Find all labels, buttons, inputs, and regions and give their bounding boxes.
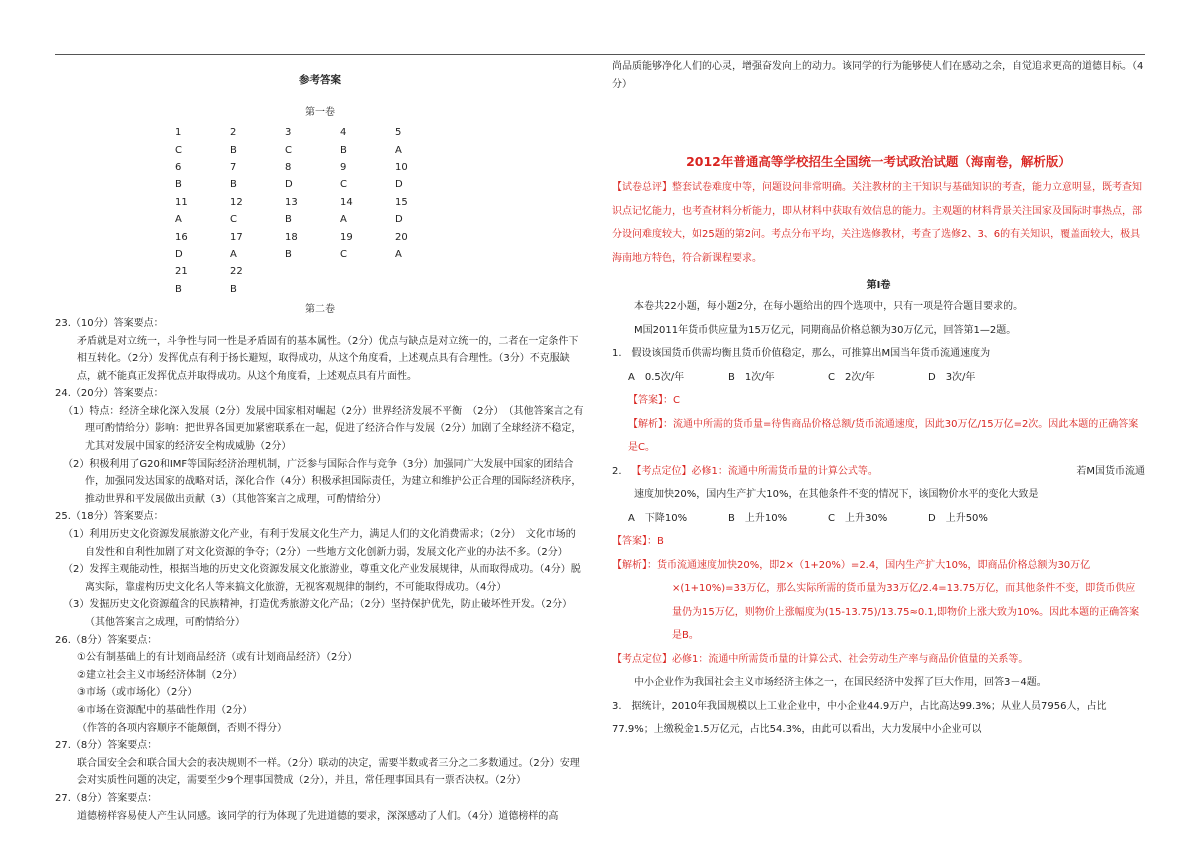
grid-number-row — [175, 263, 450, 280]
grid-cell: A — [340, 214, 347, 226]
section-intro: 本卷共22小题，每小题2分，在每小题给出的四个选项中，只有一项是符合题目要求的。 — [634, 301, 1024, 313]
grid-cell: 4 — [340, 127, 347, 139]
grid-cell: B — [230, 283, 237, 295]
grid-cell: 3 — [285, 127, 292, 139]
question-1-answer: 【答案】：C — [628, 395, 680, 407]
grid-cell: 21 — [175, 266, 188, 278]
grid-cell: B — [175, 179, 182, 191]
question-2-answer: 【答案】：B — [612, 536, 664, 548]
question-1-options — [612, 366, 1145, 390]
material-3-4: 中小企业作为我国社会主义市场经济主体之一，在国民经济中发挥了巨大作用，回答3－4题。 — [634, 677, 1047, 689]
part-one-heading: 第一卷 — [305, 107, 335, 118]
grid-cell: 17 — [230, 231, 243, 243]
q2-option-b: B 上升10% — [728, 512, 788, 524]
question-2-point: 【考点定位】必修1：流通中所需货币量的计算公式、社会劳动生产率与商品价值量的关系等。 — [612, 653, 1029, 665]
q1-option-c: C 2次/年 — [828, 371, 875, 383]
answer-line: （2）积极利用了G20和IMF等国际经济治理机制，广泛参与国际合作与竞争（3分）加强同广大发展中国家的团结合作，加强同发达国家的战略对话，深化合作（4分）积极承担国际责任，为建立和维护公正合理的国际经济秩序，推动世界和平发展做出贡献（3）（其他答案言之成理，可酌情给分） — [63, 458, 582, 505]
answer-line: 26.（8分）答案要点： — [55, 634, 158, 646]
grid-cell: 16 — [175, 231, 188, 243]
grid-cell: 2 — [230, 127, 237, 139]
grid-cell: 14 — [340, 196, 353, 208]
answer-line: ③市场（或市场化）（2分） — [77, 687, 198, 699]
continued-answer: 尚品质能够净化人们的心灵，增强奋发向上的动力。该同学的行为能够使人们在感动之余，自觉追求更高的道德目标。（4分） — [612, 61, 1144, 90]
answer-line: ②建立社会主义市场经济体制（2分） — [77, 669, 243, 681]
grid-cell: 8 — [285, 161, 292, 173]
answer-grid — [175, 124, 450, 298]
grid-cell: 11 — [175, 196, 188, 208]
answer-line: 矛盾就是对立统一，斗争性与同一性是矛盾固有的基本属性。（2分）优点与缺点是对立统一的，二者在一定条件下相互转化。（2分）发挥优点有利于扬长避短，取得成功，从这个角度看，上述观点具有合理性。（3分）不克服缺点，就不能真正发挥优点并取得成功。从这个角度看，上述观点具有片面性。 — [77, 335, 579, 382]
grid-number-row — [175, 124, 450, 141]
grid-cell: D — [175, 248, 183, 260]
header-rule — [55, 54, 1145, 55]
grid-cell: B — [175, 283, 182, 295]
grid-cell: C — [285, 144, 292, 156]
question-2-start: 若M国货币流通 — [1076, 465, 1145, 477]
grid-number-row — [175, 159, 450, 176]
question-1-analysis: 【解析】：流通中所需的货币量=待售商品价格总额/货币流通速度，因此30万亿/15万亿=2次。因此本题的正确答案是C。 — [628, 418, 1139, 454]
grid-cell — [340, 281, 395, 298]
q1-option-b: B 1次/年 — [728, 371, 775, 383]
grid-cell: 5 — [395, 127, 402, 139]
grid-answer-row — [175, 141, 450, 158]
grid-cell — [285, 281, 340, 298]
grid-cell: 9 — [340, 161, 347, 173]
grid-cell: 7 — [230, 161, 237, 173]
question-1: 1. 假设该国货币供需均衡且货币价值稳定，那么，可推算出M国当年货币流通速度为 — [612, 348, 991, 360]
question-3: 3. 据统计，2010年我国规模以上工业企业中，中小企业44.9万户，占比高达99.3%；从业人员7956人，占比77.9%；上缴税金1.5万亿元，占比54.3%，由此可以看出，大力发展中小企业可以 — [612, 700, 1107, 736]
answer-line: （1）特点：经济全球化深入发展（2分）发展中国家相对崛起（2分）世界经济发展不平衡 （2分） （其他答案言之有理可酌情给分）影响：把世界各国更加紧密联系在一起，促进了经济合作与发展（2分）加剧了全球经济不稳定，尤其对发展中国家的经济安全构成威胁（2分） — [63, 405, 584, 453]
grid-cell: 19 — [340, 231, 353, 243]
question-1-point: 【考点定位】必修1：流通中所需货币量的计算公式等。 — [631, 465, 878, 477]
answer-line: 23.（10分）答案要点： — [55, 317, 164, 329]
grid-cell: B — [230, 144, 237, 156]
q2-option-d: D 上升50% — [928, 512, 988, 524]
grid-cell: A — [395, 144, 402, 156]
q2-option-a: A 下降10% — [628, 512, 688, 524]
answer-line: 27.（8分）答案要点： — [55, 792, 158, 804]
answer-line: 27.（8分）答案要点： — [55, 740, 158, 752]
grid-cell: 15 — [395, 196, 408, 208]
grid-cell: A — [175, 214, 182, 226]
grid-cell: A — [230, 248, 237, 260]
part-two-heading: 第二卷 — [305, 303, 335, 315]
question-2-number: 2. — [612, 465, 622, 477]
grid-cell: 13 — [285, 196, 298, 208]
grid-cell: A — [395, 248, 402, 260]
grid-cell: B — [285, 214, 292, 226]
answer-line: 联合国安全会和联合国大会的表决规则不一样。（2分）联动的决定，需要半数或者三分之二多数通过。（2分）安理会对实质性问题的决定，需要至少9个理事国赞成（2分），并且，常任理事国具有一票否决权。（2分） — [77, 757, 580, 787]
answer-line: （3）发掘历史文化资源蕴含的民族精神，打造优秀旅游文化产品；（2分）坚持保护优先，防止破坏性开发。（2分）（其他答案言之成理，可酌情给分） — [63, 599, 573, 628]
grid-cell — [285, 263, 340, 280]
grid-answer-row — [175, 281, 450, 298]
exam-summary: 【试卷总评】整套试卷难度中等，问题设问非常明确。关注教材的主干知识与基础知识的考查，能力立意明显，既考查知识点记忆能力，也考查材料分析能力，即从材料中获取有效信息的能力。主观题的材料背景关注国家及国际时事热点，部分设问难度较大，如25题的第2问。考点分布平均，关注选修教材，考查了选修2、3、6的有关知识，覆盖面较大，极具海南地方特色，符合新课程要求。 — [612, 182, 1142, 264]
grid-cell: C — [175, 144, 182, 156]
q1-option-a: A 0.5次/年 — [628, 371, 685, 383]
question-2-line — [612, 460, 1145, 484]
answer-line: （作答的各项内容顺序不能颠倒，否则不得分） — [77, 722, 287, 734]
grid-cell: B — [230, 179, 237, 191]
answer-line: （2）发挥主观能动性，根据当地的历史文化资源发展文化旅游业，尊重文化产业发展规律，从而取得成功。（4分）脱离实际，靠虚构历史文化名人等来搞文化旅游，无视客观规律的制约，不可能取得成功。（4分） — [63, 564, 581, 593]
grid-cell: D — [395, 179, 403, 191]
grid-cell: 10 — [395, 161, 408, 173]
exam-column — [612, 58, 1145, 849]
grid-answer-row — [175, 211, 450, 228]
answer-line: 25.（18分）答案要点： — [55, 511, 164, 523]
answer-line: ①公有制基础上的有计划商品经济（或有计划商品经济）（2分） — [77, 652, 358, 664]
material-1-2: M国2011年货币供应量为15万亿元，同期商品价格总额为30万亿元，回答第1—2题。 — [634, 324, 1017, 336]
grid-cell: B — [285, 248, 292, 260]
answer-key-column — [55, 58, 585, 849]
grid-cell: D — [395, 214, 403, 226]
grid-cell: D — [285, 179, 293, 191]
grid-number-row — [175, 228, 450, 245]
answer-line: 道德榜样容易使人产生认同感。该同学的行为体现了先进道德的要求，深深感动了人们。（4分）道德榜样的高 — [77, 810, 559, 822]
answer-line: （1）利用历史文化资源发展旅游文化产业，有利于发展文化生产力，满足人们的文化消费需求；（2分） 文化市场的自发性和自利性加剧了对文化资源的争夺；（2分）一些地方文化创新力弱，发展文化产业的办法不多。（2分） — [63, 529, 576, 558]
grid-cell: 20 — [395, 231, 408, 243]
question-2-text: 速度加快20%，国内生产扩大10%，在其他条件不变的情况下，该国物价水平的变化大致是 — [634, 489, 1039, 501]
grid-cell: 1 — [175, 127, 182, 139]
grid-answer-row — [175, 176, 450, 193]
grid-cell — [395, 263, 450, 280]
grid-cell: 12 — [230, 196, 243, 208]
answer-line: 24.（20分）答案要点： — [55, 388, 164, 400]
answer-points — [55, 315, 585, 825]
section-heading: 第Ⅰ卷 — [866, 280, 891, 292]
grid-cell: B — [340, 144, 347, 156]
q1-option-d: D 3次/年 — [928, 371, 976, 383]
answer-key-title: 参考答案 — [299, 74, 341, 86]
grid-cell: 22 — [230, 266, 243, 278]
grid-cell: 6 — [175, 161, 182, 173]
exam-title: 2012年普通高等学校招生全国统一考试政治试题（海南卷，解析版） — [686, 154, 1071, 170]
grid-cell — [395, 281, 450, 298]
grid-cell — [340, 263, 395, 280]
grid-answer-row — [175, 246, 450, 263]
question-2-analysis: 【解析】：货币流通速度加快20%，即2×（1+20%）=2.4，国内生产扩大10%，即商品价格总额为30万亿×(1+10%)=33万亿，那么实际所需的货币量为33万亿/2.4=13.75万亿，而其他条件不变，即货币供应量仍为15万亿，则物价上涨幅度为(15-13.75)/13.75≈0.1,即物价上涨大致为10%。因此本题的正确答案是B。 — [612, 559, 1140, 642]
answer-line: ④市场在资源配中的基础性作用（2分） — [77, 704, 253, 716]
grid-cell: C — [340, 248, 347, 260]
grid-cell: C — [230, 214, 237, 226]
grid-number-row — [175, 194, 450, 211]
grid-cell: 18 — [285, 231, 298, 243]
grid-cell: C — [340, 179, 347, 191]
question-2-options — [612, 507, 1145, 531]
q2-option-c: C 上升30% — [828, 512, 888, 524]
